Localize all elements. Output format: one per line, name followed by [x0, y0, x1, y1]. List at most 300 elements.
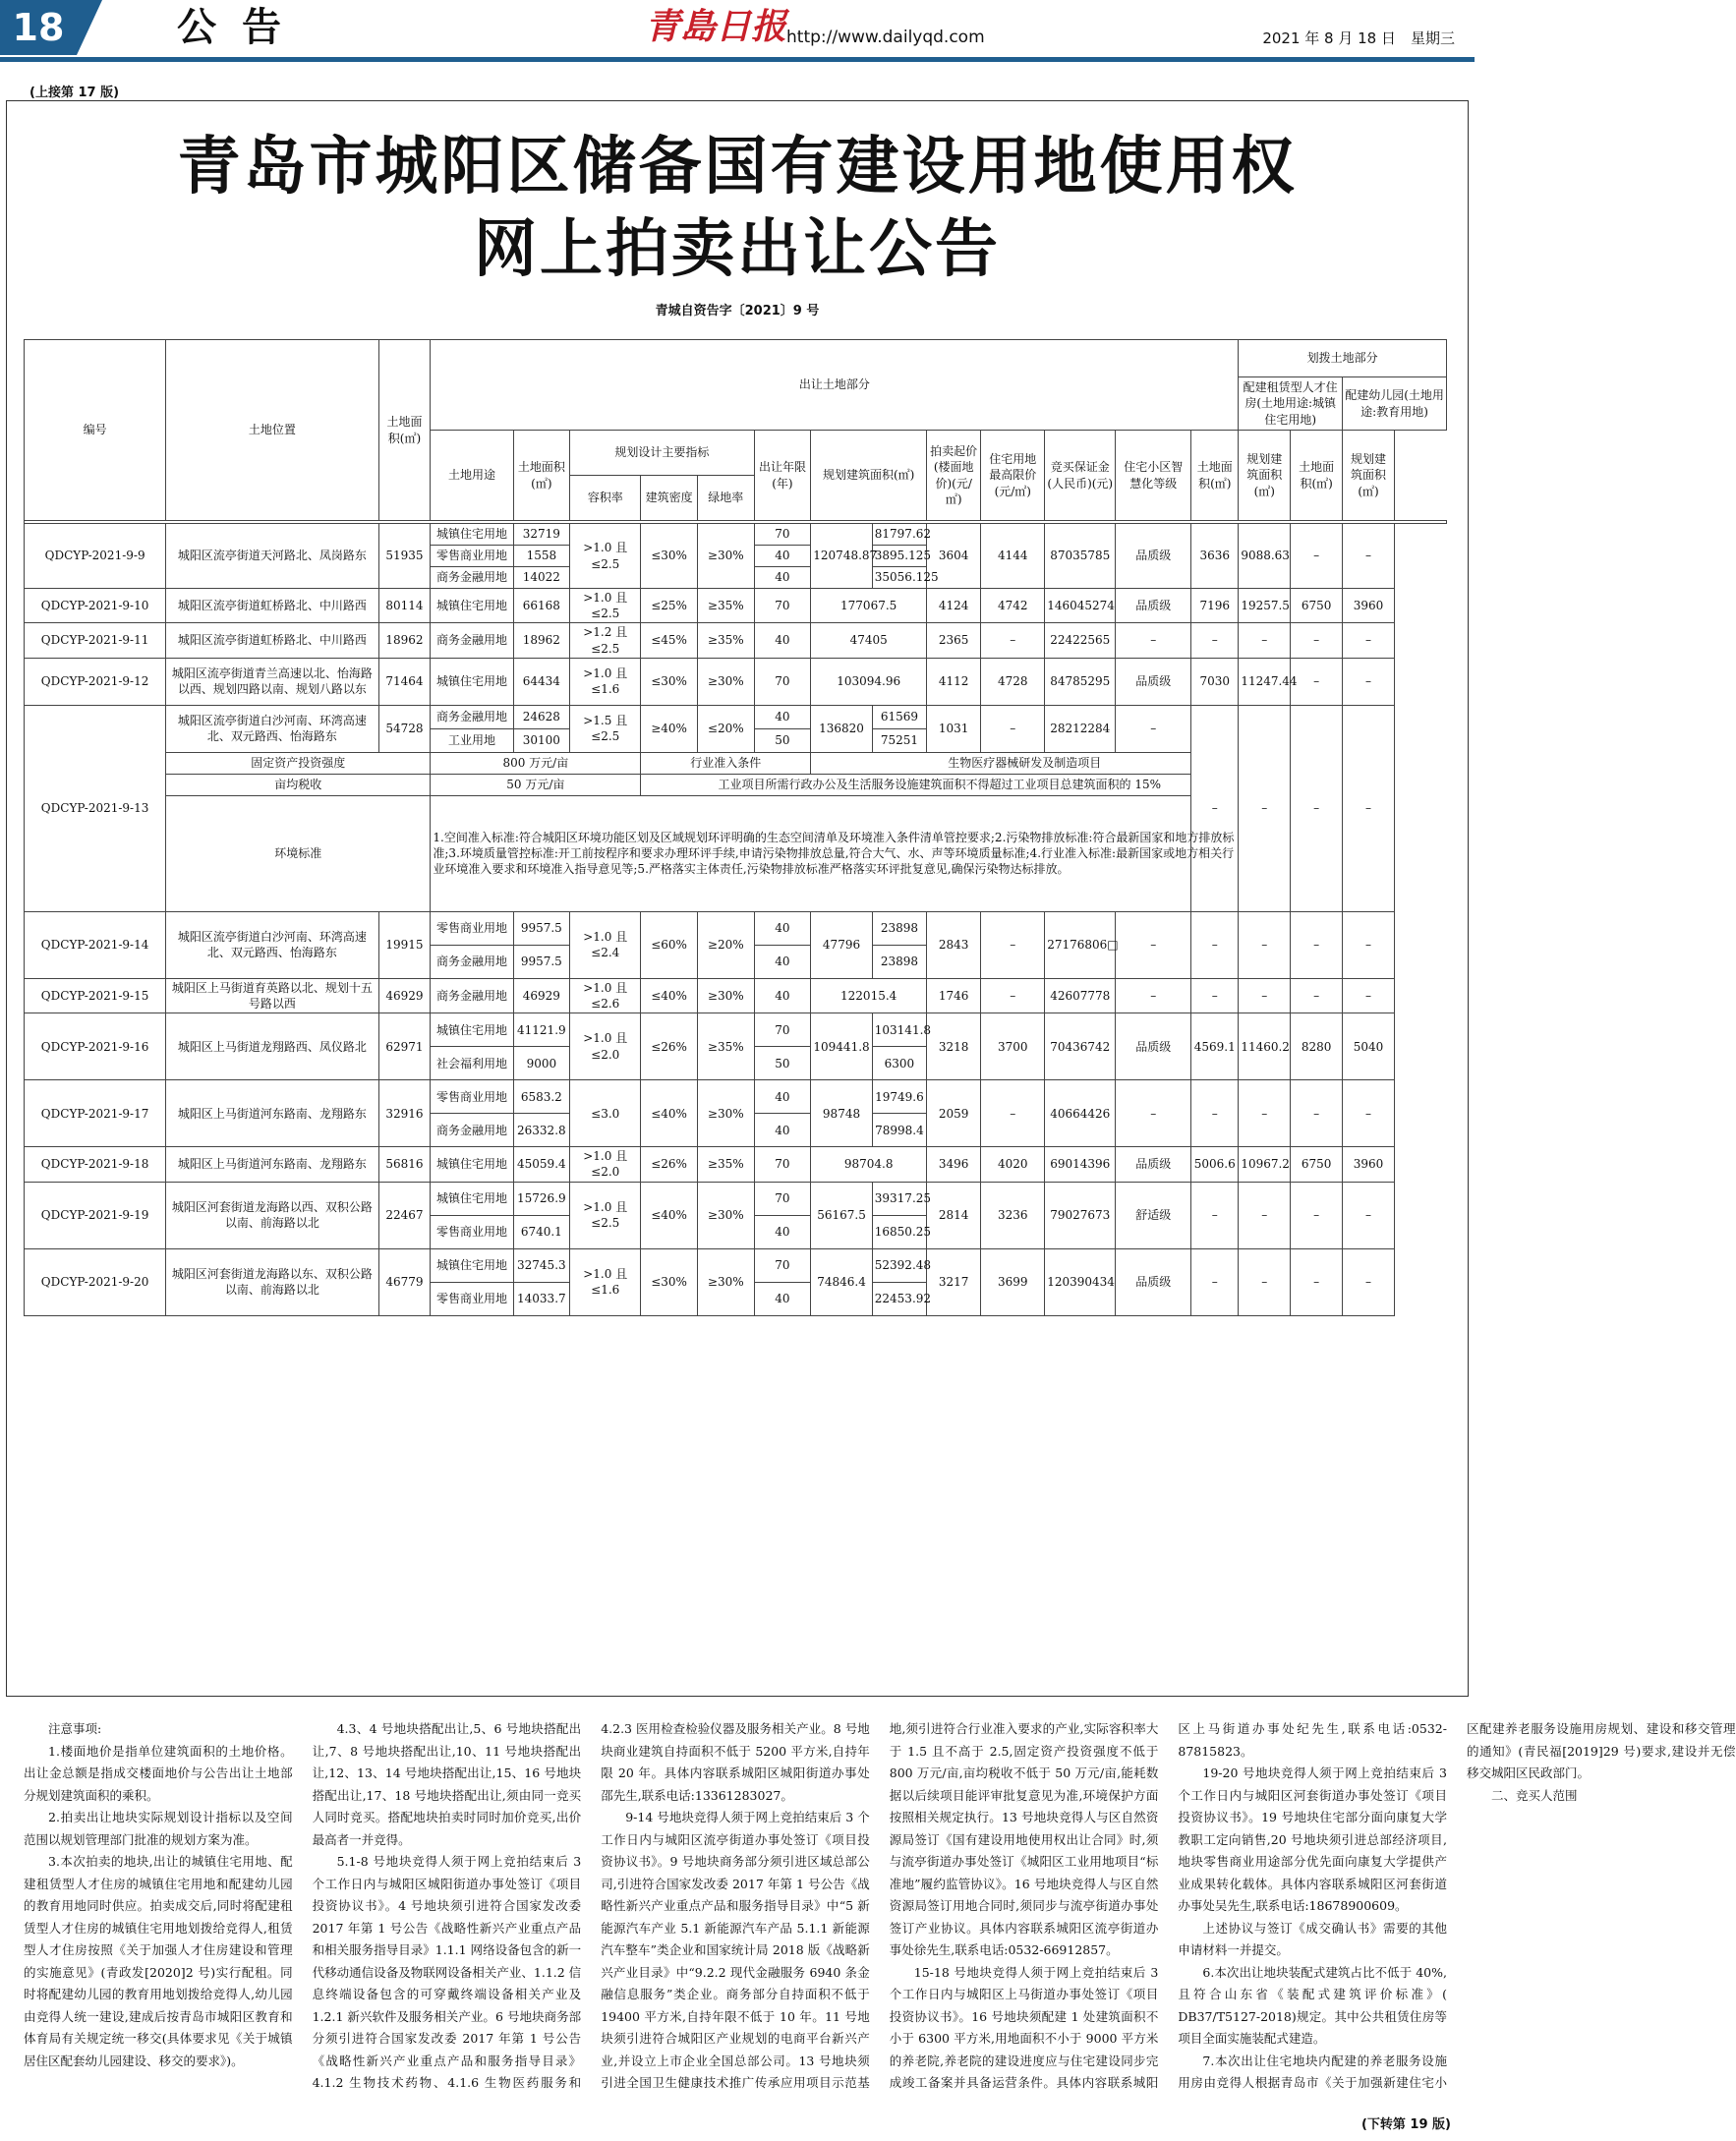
gfa-total: 98748 — [811, 1080, 872, 1147]
col-far: 容积率 — [570, 476, 641, 521]
deposit: 28212284 — [1045, 705, 1116, 752]
gfa-sub: 6300 — [872, 1047, 926, 1080]
gfa-sub: 81797.62 — [872, 524, 926, 546]
gfa-total: 47796 — [811, 911, 872, 978]
parcel-location: 城阳区上马街道河东路南、龙翔路东 — [166, 1080, 378, 1147]
issue-date: 2021 年 8 月 18 日 星期三 — [1262, 29, 1455, 47]
building-density: ≥40% — [641, 705, 698, 752]
gfa-total: 103094.96 — [811, 658, 927, 705]
land-area: 9000 — [513, 1047, 570, 1080]
document-number: 青城自资告字〔2021〕9 号 — [655, 304, 820, 318]
parcel-location: 城阳区河套街道龙海路以东、双积公路以南、前海路以北 — [166, 1248, 378, 1315]
continued-from: (上接第 17 版) — [29, 86, 120, 100]
gfa-total: 56167.5 — [811, 1182, 872, 1248]
kinder-area: – — [1291, 1248, 1343, 1315]
gfa-sub: 23898 — [872, 945, 926, 978]
green-ratio: ≥20% — [697, 911, 754, 978]
kinder-area: – — [1291, 1080, 1343, 1147]
land-use: 城镇住宅用地 — [431, 1147, 513, 1182]
plot-ratio: >1.0 且≤1.6 — [570, 658, 641, 705]
tax-value: 50 万元/亩 — [431, 774, 641, 795]
deposit: 42607778 — [1045, 978, 1116, 1013]
note-paragraph: 1.楼面地价是指单位建筑面积的土地价格。出让金总额是指成交楼面地价与公告出让土地部分规划建筑面积的乘积。 — [24, 1743, 293, 1803]
table-row — [25, 1147, 1447, 1182]
table-row — [25, 1080, 1447, 1114]
talent-area: – — [1191, 978, 1239, 1013]
land-use: 商务金融用地 — [431, 978, 513, 1013]
land-use: 零售商业用地 — [431, 546, 513, 567]
parcel-area: 62971 — [378, 1013, 431, 1080]
land-use: 商务金融用地 — [431, 567, 513, 589]
table-row — [25, 1013, 1447, 1047]
deposit: 40664426 — [1045, 1080, 1116, 1147]
term-years: 70 — [754, 1248, 811, 1282]
col-location: 土地位置 — [166, 340, 378, 521]
talent-gfa: – — [1239, 1182, 1291, 1248]
talent-area: – — [1191, 705, 1239, 911]
env-label: 环境标准 — [166, 795, 431, 911]
green-ratio: ≥30% — [697, 1248, 754, 1315]
deposit: 146045274 — [1045, 589, 1116, 623]
term-years: 50 — [754, 728, 811, 752]
col-green: 绿地率 — [697, 476, 754, 521]
table-row — [25, 752, 1447, 774]
parcel-id: QDCYP-2021-9-14 — [25, 911, 166, 978]
parcel-location: 城阳区流亭街道虹桥路北、中川路西 — [166, 623, 378, 658]
land-use: 城镇住宅用地 — [431, 1013, 513, 1047]
term-years: 70 — [754, 1147, 811, 1182]
plot-ratio: >1.0 且≤2.5 — [570, 589, 641, 623]
page-header — [0, 0, 1475, 55]
start-price: 4112 — [927, 658, 981, 705]
land-area: 1558 — [513, 546, 570, 567]
talent-area: 7030 — [1191, 658, 1239, 705]
tax-label: 亩均税收 — [166, 774, 431, 795]
talent-area: – — [1191, 1080, 1239, 1147]
land-use: 城镇住宅用地 — [431, 524, 513, 546]
parcel-id: QDCYP-2021-9-17 — [25, 1080, 166, 1147]
table-row — [25, 774, 1447, 795]
gfa-sub: 22453.92 — [872, 1282, 926, 1315]
smart-level: 品质级 — [1116, 658, 1191, 705]
parcel-location: 城阳区上马街道育英路以北、规划十五号路以西 — [166, 978, 378, 1013]
header-rule — [0, 57, 1475, 62]
smart-level: 品质级 — [1116, 1248, 1191, 1315]
plot-ratio: >1.0 且≤2.0 — [570, 1147, 641, 1182]
gfa-sub: 23898 — [872, 911, 926, 945]
kinder-gfa: – — [1343, 978, 1395, 1013]
smart-level: 品质级 — [1116, 524, 1191, 589]
note-paragraph: 3.本次拍卖的地块,出让的城镇住宅用地、配建租赁型人才住房的城镇住宅用地和配建幼儿园的教育用地同时供应。拍卖成交后,同时将配建租赁型人才住房的城镇住宅用地划拨给竞得人,租赁型人才住房按照《关于加强人才住房建设和管理的实施意见》(青政发[2020]2 号)实行配租。同时将配建幼儿园的教育用地划拨给竞得人,幼儿园由竞得人统一建设,建成后按青岛市城阳区教育和体育局有关规定统一移交(具体要求见《关于城镇居住区配套幼儿园建设、移交的要求》)。 — [24, 1854, 293, 2068]
deposit: 120390434 — [1045, 1248, 1116, 1315]
talent-area: – — [1191, 623, 1239, 658]
land-area: 26332.8 — [513, 1114, 570, 1147]
building-density: ≤25% — [641, 589, 698, 623]
land-use: 社会福利用地 — [431, 1047, 513, 1080]
table-row — [25, 524, 1447, 546]
term-years: 40 — [754, 567, 811, 589]
start-price: 2814 — [927, 1182, 981, 1248]
talent-gfa: – — [1239, 911, 1291, 978]
col-kindergarten: 配建幼儿园(土地用途:教育用地) — [1343, 377, 1447, 431]
parcel-area: 56816 — [378, 1147, 431, 1182]
entry-label: 行业准入条件 — [641, 752, 811, 774]
gfa-sub: 3895.125 — [872, 546, 926, 567]
plot-ratio: >1.0 且≤2.6 — [570, 978, 641, 1013]
green-ratio: ≥35% — [697, 589, 754, 623]
note-paragraph: 19-20 号地块竞得人须于网上竞拍结束后 3 个工作日内与城阳区河套街道办事处签订《项目投资协议书》。19 号地块住宅部分面向康复大学教职工定向销售,20 号地块须引进总部经济项目,地块零售商业用途部分优先面向康复大学提供产业成果转化载体。具体内容联系城阳区河套街道办事处吴先生,联系电话:18678900609。 — [1178, 1765, 1447, 1913]
note-paragraph: 7.本次出让住宅地块内配建的养老服务设施用房由竞得人根据青岛市《关于加强新建住宅小区配建养老服务设施用房规划、建设和移交管理的通知》(青民福[2019]29 号)要求,建设并无偿移交城阳区民政部门。 — [1178, 1721, 1736, 2090]
term-years: 70 — [754, 524, 811, 546]
land-area: 32745.3 — [513, 1248, 570, 1282]
max-price: 4144 — [981, 524, 1045, 589]
talent-area: 4569.1 — [1191, 1013, 1239, 1080]
header-row — [25, 340, 1447, 377]
term-years: 40 — [754, 1282, 811, 1315]
smart-level: – — [1116, 1080, 1191, 1147]
kinder-area: 8280 — [1291, 1013, 1343, 1080]
smart-level: – — [1116, 978, 1191, 1013]
term-years: 50 — [754, 1047, 811, 1080]
deposit: 79027673 — [1045, 1182, 1116, 1248]
gfa-sub: 75251 — [872, 728, 926, 752]
env-text: 1.空间准入标准:符合城阳区环境功能区划及区域规划环评明确的生态空间清单及环境准入条件清单管控要求;2.污染物排放标准:符合最新国家和地方排放标准;3.环境质量管控标准:开工前按程序和要求办理环评手续,申请污染物排放总量,符合大气、水、声等环境质量标准;4.行业准入标准:最新国家或地方相关行业环境准入要求和环境准入指导意见等;5.严格落实主体责任,污染物排放标准严格落实环评批复意见,确保污染物达标排放。 — [431, 795, 1239, 911]
land-use: 城镇住宅用地 — [431, 658, 513, 705]
kinder-area: 6750 — [1291, 1147, 1343, 1182]
gfa-total: 177067.5 — [811, 589, 927, 623]
title-line-2: 网上拍卖出让公告 — [474, 213, 1001, 286]
land-area: 6583.2 — [513, 1080, 570, 1114]
kinder-area: – — [1291, 978, 1343, 1013]
talent-area: 3636 — [1191, 524, 1239, 589]
term-years: 40 — [754, 1080, 811, 1114]
section-title: 公告 — [177, 4, 307, 50]
kinder-gfa: 3960 — [1343, 1147, 1395, 1182]
gfa-sub: 61569 — [872, 705, 926, 728]
parcel-area: 80114 — [378, 589, 431, 623]
start-price: 1031 — [927, 705, 981, 752]
parcel-id: QDCYP-2021-9-15 — [25, 978, 166, 1013]
parcel-location: 城阳区河套街道龙海路以西、双积公路以南、前海路以北 — [166, 1182, 378, 1248]
col-gfa: 规划建筑面积(㎡) — [811, 431, 927, 521]
start-price: 3217 — [927, 1248, 981, 1315]
talent-area: – — [1191, 911, 1239, 978]
col-alloc-part: 划拨土地部分 — [1239, 340, 1447, 377]
max-price: – — [981, 978, 1045, 1013]
plot-ratio: >1.0 且≤2.0 — [570, 1013, 641, 1080]
gfa-total: 74846.4 — [811, 1248, 872, 1315]
table-header — [25, 340, 1447, 521]
parcel-location: 城阳区流亭街道白沙河南、环湾高速北、双元路西、怡海路东 — [166, 705, 378, 752]
parcel-area: 46929 — [378, 978, 431, 1013]
plot-ratio: >1.2 且≤2.5 — [570, 623, 641, 658]
col-kinder-area: 土地面积(㎡) — [1291, 431, 1343, 521]
col-id: 编号 — [25, 340, 166, 521]
col-density: 建筑密度 — [641, 476, 698, 521]
land-use: 城镇住宅用地 — [431, 589, 513, 623]
term-years: 40 — [754, 623, 811, 658]
smart-level: 品质级 — [1116, 589, 1191, 623]
land-use: 零售商业用地 — [431, 1215, 513, 1248]
term-years: 40 — [754, 546, 811, 567]
max-price: 4020 — [981, 1147, 1045, 1182]
land-area: 46929 — [513, 978, 570, 1013]
land-area: 9957.5 — [513, 911, 570, 945]
col-kinder-gfa: 规划建筑面积(㎡) — [1343, 431, 1395, 521]
note-paragraph: 6.本次出让地块装配式建筑占比不低于 40%,且符合山东省《装配式建筑评价标准》( DB37/T5127-2018)规定。其中公共租赁住房等项目全面实施装配式建造。 — [1178, 1964, 1447, 2046]
land-area: 45059.4 — [513, 1147, 570, 1182]
parcel-location: 城阳区流亭街道虹桥路北、中川路西 — [166, 589, 378, 623]
land-use: 城镇住宅用地 — [431, 1182, 513, 1215]
col-sale-part: 出让土地部分 — [431, 340, 1239, 431]
land-parcel-table — [24, 339, 1447, 1316]
talent-gfa: 11460.2 — [1239, 1013, 1291, 1080]
parcel-id: QDCYP-2021-9-9 — [25, 524, 166, 589]
plot-ratio: >1.0 且≤2.5 — [570, 1182, 641, 1248]
talent-gfa: – — [1239, 705, 1291, 911]
kinder-gfa: 5040 — [1343, 1013, 1395, 1080]
land-area: 41121.9 — [513, 1013, 570, 1047]
max-price: 3700 — [981, 1013, 1045, 1080]
kinder-gfa: – — [1343, 658, 1395, 705]
parcel-id: QDCYP-2021-9-12 — [25, 658, 166, 705]
parcel-location: 城阳区上马街道河东路南、龙翔路东 — [166, 1147, 378, 1182]
kinder-gfa: – — [1343, 623, 1395, 658]
kinder-area: 6750 — [1291, 589, 1343, 623]
smart-level: – — [1116, 911, 1191, 978]
building-density: ≤40% — [641, 978, 698, 1013]
plot-ratio: ≤3.0 — [570, 1080, 641, 1147]
max-price: – — [981, 911, 1045, 978]
gfa-total: 136820 — [811, 705, 872, 752]
talent-gfa: – — [1239, 623, 1291, 658]
kinder-gfa: – — [1343, 705, 1395, 911]
parcel-id: QDCYP-2021-9-18 — [25, 1147, 166, 1182]
start-price: 3218 — [927, 1013, 981, 1080]
talent-gfa: 9088.63 — [1239, 524, 1291, 589]
talent-gfa: – — [1239, 1248, 1291, 1315]
talent-area: 7196 — [1191, 589, 1239, 623]
entry-value: 生物医疗器械研发及制造项目 — [811, 752, 1239, 774]
note-paragraph: 二、竞买人范围 — [1490, 1787, 1578, 1803]
table-row — [25, 978, 1447, 1013]
table-row — [25, 658, 1447, 705]
green-ratio: ≤20% — [697, 705, 754, 752]
gfa-sub: 19749.6 — [872, 1080, 926, 1114]
parcel-id: QDCYP-2021-9-19 — [25, 1182, 166, 1248]
max-price: 4742 — [981, 589, 1045, 623]
col-planning: 规划设计主要指标 — [570, 431, 754, 476]
invest-label: 固定资产投资强度 — [166, 752, 431, 774]
gfa-sub: 103141.8 — [872, 1013, 926, 1047]
smart-level: 品质级 — [1116, 1013, 1191, 1080]
col-land-use: 土地用途 — [431, 431, 513, 521]
term-years: 40 — [754, 705, 811, 728]
kinder-area: – — [1291, 705, 1343, 911]
talent-area: 5006.6 — [1191, 1147, 1239, 1182]
parcel-id: QDCYP-2021-9-10 — [25, 589, 166, 623]
gfa-sub: 16850.25 — [872, 1215, 926, 1248]
land-area: 18962 — [513, 623, 570, 658]
gfa-sub: 39317.25 — [872, 1182, 926, 1215]
page-number: 18 — [0, 0, 77, 55]
parcel-id: QDCYP-2021-9-13 — [25, 705, 166, 911]
tax-note: 工业项目所需行政办公及生活服务设施建筑面积不得超过工业项目总建筑面积的 15% — [641, 774, 1239, 795]
building-density: ≤26% — [641, 1013, 698, 1080]
start-price: 3496 — [927, 1147, 981, 1182]
note-paragraph: 9-14 号地块竞得人须于网上竞拍结束后 3 个工作日内与城阳区流亭街道办事处签订《项目投资协议书》。9 号地块商务部分须引进区域总部公司,引进符合国家发改委 2017 年第 1 号公告《战略性新兴产业重点产品和服务指导目录》中“5 新能源汽车产业 5.1 新能源汽车产品 5.1.1 新能源汽车整车”类企业和国家统计局 2018 版《战略新兴产业目录》中“9.2.2 现代金融服务 6940 条金融信息服务”类企业。商务部分自持面积不低于 19400 平方米,自持年限不低于 10 年。11 号地块须引进符合城阳区产业规划的电商平台新兴产业,并设立上市企业全国总部公司。13 号地块须引进全国卫生健康技术推广传承应用项目示范基地,须引进符合行业准入要求的产业,实际容积率大于 1.5 且不高于 2.5,固定资产投资强度不低于 800 万元/亩,亩均税收不低于 50 万元/亩,能耗数据以后续项目能评审批复意见为准,环境保护方面按照相关规定执行。13 号地块竞得人与区自然资源局签订《国有建设用地使用权出让合同》时,须与流亭街道办事处签订《城阳区工业用地项目“标准地”履约监管协议》。16 号地块竞得人与区自然资源局签订用地合同时,须同步与流亭街道办事处签订产业协议。具体内容联系城阳区流亭街道办事处徐先生,联系电话:0532-66912857。 — [601, 1721, 1159, 2090]
kinder-area: – — [1291, 623, 1343, 658]
smart-level: – — [1116, 623, 1191, 658]
term-years: 40 — [754, 911, 811, 945]
table-row — [25, 795, 1447, 911]
parcel-location: 城阳区流亭街道白沙河南、环湾高速北、双元路西、怡海路东 — [166, 911, 378, 978]
green-ratio: ≥30% — [697, 1182, 754, 1248]
deposit: 22422565 — [1045, 623, 1116, 658]
parcel-area: 32916 — [378, 1080, 431, 1147]
land-area: 24628 — [513, 705, 570, 728]
term-years: 70 — [754, 1182, 811, 1215]
term-years: 40 — [754, 1215, 811, 1248]
talent-gfa: 10967.2 — [1239, 1147, 1291, 1182]
continued-to: (下转第 19 版) — [1360, 2117, 1451, 2132]
max-price: 3236 — [981, 1182, 1045, 1248]
gfa-sub: 52392.48 — [872, 1248, 926, 1282]
notice-title — [0, 126, 1475, 291]
land-area: 6740.1 — [513, 1215, 570, 1248]
land-use: 商务金融用地 — [431, 705, 513, 728]
building-density: ≤40% — [641, 1182, 698, 1248]
kinder-gfa: – — [1343, 1182, 1395, 1248]
table-row — [25, 911, 1447, 945]
land-use: 城镇住宅用地 — [431, 1248, 513, 1282]
smart-level: – — [1116, 705, 1191, 752]
start-price: 3604 — [927, 524, 981, 589]
col-land-area: 土地面积(㎡) — [513, 431, 570, 521]
gfa-total: 109441.8 — [811, 1013, 872, 1080]
col-area: 土地面积(㎡) — [378, 340, 431, 521]
term-years: 40 — [754, 1114, 811, 1147]
land-use: 零售商业用地 — [431, 1282, 513, 1315]
note-paragraph: 5.1-8 号地块竞得人须于网上竞拍结束后 3 个工作日内与城阳区城阳街道办事处签订《项目投资协议书》。4 号地块须引进符合国家发改委 2017 年第 1 号公告《战略性新兴产业重点产品和相关服务指导目录》1.1.1 网络设备包含的新一代移动通信设备及物联网设备相关产业、1.1.2 信息终端设备包含的可穿戴终端设备相关产业及 1.2.1 新兴软件及服务相关产业。6 号地块商务部分须引进符合国家发改委 2017 年第 1 号公告《战略性新兴产业重点产品和服务指导目录》4.1.2 生物技术药物、4.1.6 生物医药服务和 4.2.3 医用检查检验仪器及服务相关产业。8 号地块商业建筑自持面积不低于 5200 平方米,自持年限 20 年。具体内容联系城阳区城阳街道办事处邵先生,联系电话:13361283027。 — [312, 1721, 870, 2090]
green-ratio: ≥35% — [697, 1013, 754, 1080]
plot-ratio: >1.0 且≤2.5 — [570, 524, 641, 589]
parcel-area: 46779 — [378, 1248, 431, 1315]
start-price: 2843 — [927, 911, 981, 978]
parcel-area: 19915 — [378, 911, 431, 978]
kinder-area: – — [1291, 658, 1343, 705]
green-ratio: ≥35% — [697, 1147, 754, 1182]
green-ratio: ≥30% — [697, 1080, 754, 1147]
land-area: 64434 — [513, 658, 570, 705]
land-use: 商务金融用地 — [431, 945, 513, 978]
table-row — [25, 705, 1447, 728]
col-max-price: 住宅用地最高限价(元/㎡) — [981, 431, 1045, 521]
talent-area: – — [1191, 1182, 1239, 1248]
kinder-gfa: – — [1343, 1080, 1395, 1147]
parcel-location: 城阳区上马街道龙翔路西、凤仪路北 — [166, 1013, 378, 1080]
col-start-price: 拍卖起价(楼面地价)(元/㎡) — [927, 431, 981, 521]
note-paragraph: 2.拍卖出让地块实际规划设计指标以及空间范围以规划管理部门批准的规划方案为准。 — [24, 1810, 293, 1847]
land-area: 14033.7 — [513, 1282, 570, 1315]
col-deposit: 竞买保证金(人民币)(元) — [1045, 431, 1116, 521]
land-area: 66168 — [513, 589, 570, 623]
parcel-area: 18962 — [378, 623, 431, 658]
building-density: ≤26% — [641, 1147, 698, 1182]
table-row — [25, 623, 1447, 658]
talent-area: – — [1191, 1248, 1239, 1315]
newspaper-logo: 青島日报 — [645, 6, 787, 47]
building-density: ≤30% — [641, 524, 698, 589]
start-price: 4124 — [927, 589, 981, 623]
gfa-total: 47405 — [811, 623, 927, 658]
note-paragraph: 15-18 号地块竞得人须于网上竞拍结束后 3 个工作日内与城阳区上马街道办事处签订《项目投资协议书》。16 号地块须配建 1 处建筑面积不小于 6300 平方米,用地面积不小于 9000 平方米的养老院,养老院的建设进度应与住宅建设同步完成竣工备案并具备运营条件。具体内容联系城阳区上马街道办事处纪先生,联系电话:0532-87815823。 — [889, 1721, 1447, 2090]
land-area: 15726.9 — [513, 1182, 570, 1215]
note-paragraph: 4.3、4 号地块搭配出让,5、6 号地块搭配出让,7、8 号地块搭配出让,10、11 号地块搭配出让,12、13、14 号地块搭配出让,15、16 号地块搭配出让,17、18 号地块搭配出让,须由同一竞买人同时竞买。搭配地块拍卖时同时加价竞买,出价最高者一并竞得。 — [312, 1721, 582, 1847]
green-ratio: ≥35% — [697, 623, 754, 658]
building-density: ≤40% — [641, 1080, 698, 1147]
col-term: 出让年限(年) — [754, 431, 811, 521]
col-talent-housing: 配建租赁型人才住房(土地用途:城镇住宅用地) — [1239, 377, 1343, 431]
note-paragraph: 上述协议与签订《成交确认书》需要的其他申请材料一并提交。 — [1178, 1920, 1447, 1957]
talent-gfa: – — [1239, 1080, 1291, 1147]
gfa-total: 98704.8 — [811, 1147, 927, 1182]
building-density: ≤30% — [641, 658, 698, 705]
land-area: 32719 — [513, 524, 570, 546]
deposit: 69014396 — [1045, 1147, 1116, 1182]
deposit: 27176806□ — [1045, 911, 1116, 978]
max-price: – — [981, 623, 1045, 658]
parcel-id: QDCYP-2021-9-11 — [25, 623, 166, 658]
green-ratio: ≥30% — [697, 978, 754, 1013]
parcel-location: 城阳区流亭街道青兰高速以北、怡海路以西、规划四路以南、规划八路以东 — [166, 658, 378, 705]
gfa-total: 122015.4 — [811, 978, 927, 1013]
land-use: 商务金融用地 — [431, 623, 513, 658]
talent-gfa: 19257.5 — [1239, 589, 1291, 623]
land-use: 零售商业用地 — [431, 1080, 513, 1114]
newspaper-url[interactable]: http://www.dailyqd.com — [786, 28, 985, 47]
land-area: 9957.5 — [513, 945, 570, 978]
note-paragraph: 注意事项: — [48, 1721, 102, 1736]
parcel-area: 22467 — [378, 1182, 431, 1248]
building-density: ≤45% — [641, 623, 698, 658]
start-price: 1746 — [927, 978, 981, 1013]
smart-level: 品质级 — [1116, 1147, 1191, 1182]
max-price: 3699 — [981, 1248, 1045, 1315]
plot-ratio: >1.0 且≤2.4 — [570, 911, 641, 978]
plot-ratio: >1.0 且≤1.6 — [570, 1248, 641, 1315]
kinder-gfa: 3960 — [1343, 589, 1395, 623]
notes-section — [24, 1718, 1736, 2102]
max-price: 4728 — [981, 658, 1045, 705]
col-talent-gfa: 规划建筑面积(㎡) — [1239, 431, 1291, 521]
table-row — [25, 589, 1447, 623]
max-price: – — [981, 1080, 1045, 1147]
land-area: 14022 — [513, 567, 570, 589]
gfa-sub: 78998.4 — [872, 1114, 926, 1147]
start-price: 2059 — [927, 1080, 981, 1147]
parcel-area: 71464 — [378, 658, 431, 705]
kinder-area: – — [1291, 1182, 1343, 1248]
green-ratio: ≥30% — [697, 658, 754, 705]
plot-ratio: >1.5 且≤2.5 — [570, 705, 641, 752]
kinder-gfa: – — [1343, 911, 1395, 978]
table-row — [25, 1248, 1447, 1282]
kinder-gfa: – — [1343, 524, 1395, 589]
land-use: 商务金融用地 — [431, 1114, 513, 1147]
start-price: 2365 — [927, 623, 981, 658]
gfa-total: 120748.87 — [811, 524, 872, 589]
